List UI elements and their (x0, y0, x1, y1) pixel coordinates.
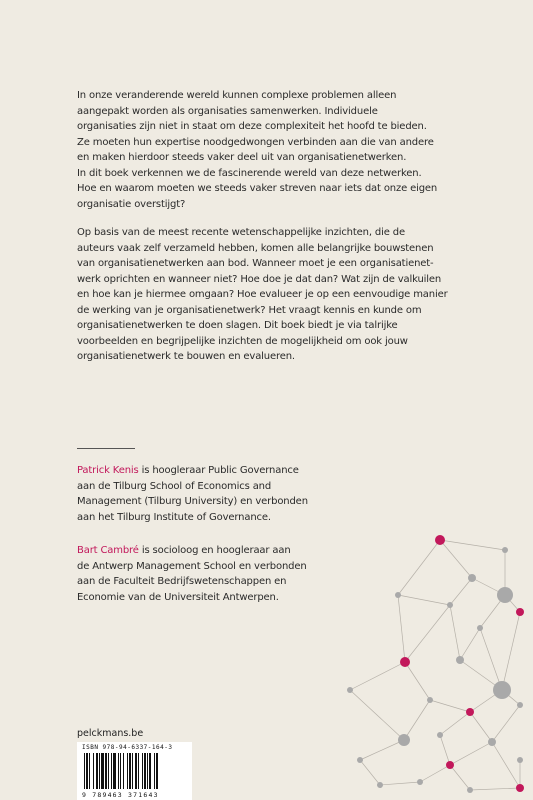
network-edge (492, 742, 520, 788)
network-node (516, 784, 524, 792)
network-node (427, 697, 433, 703)
network-node (395, 592, 401, 598)
network-edge (450, 742, 492, 765)
network-node (467, 787, 473, 793)
network-edge (502, 612, 520, 690)
network-edge (460, 628, 480, 660)
network-node (466, 708, 474, 716)
bio-line: aan de Tilburg School of Economics and (77, 480, 272, 492)
network-node (400, 657, 410, 667)
blurb-line: Hoe en waarom moeten we steeds vaker streven naar iets dat onze eigen (77, 183, 438, 194)
network-node (488, 738, 496, 746)
bio-line: Management (Tilburg University) en verbonden (77, 496, 308, 507)
network-node (347, 687, 353, 693)
barcode-bar (138, 753, 139, 789)
network-edge (380, 782, 420, 785)
network-edge (470, 712, 492, 742)
network-edge (450, 765, 470, 790)
network-node (398, 734, 410, 746)
blurb-line: van organisatienetwerken aan bod. Wanneer moet je een organisatienet- (77, 258, 434, 269)
barcode-bar (105, 753, 107, 789)
network-edge (480, 628, 502, 690)
network-node (477, 625, 483, 631)
barcode-bar (144, 753, 146, 789)
blurb-line: en maken hierdoor steeds vaker deel uit van organisatienetwerken. (77, 152, 407, 163)
blurb-line: organisatienetwerken te doen slagen. Dit boek biedt je via talrijke (77, 320, 398, 331)
network-node (417, 779, 423, 785)
barcode-bar (132, 753, 133, 789)
barcode-bar (149, 753, 151, 789)
network-edge (440, 735, 450, 765)
network-node (377, 782, 383, 788)
barcode-bar (147, 753, 148, 789)
barcode-bar (93, 753, 94, 789)
blurb-line: en hoe kan je hiermee omgaan? Hoe evalueer je op een eenvoudige manier (77, 289, 448, 300)
network-node (357, 757, 363, 763)
network-edge (450, 578, 472, 605)
network-edge (430, 700, 470, 712)
barcode-bar (99, 753, 100, 789)
network-edge (450, 605, 460, 660)
blurb-line: de werking van je organisatienetwerk? Het vraagt kennis en kunde om (77, 304, 422, 316)
network-node (516, 608, 524, 616)
barcode-bar (118, 753, 119, 789)
network-node (493, 681, 511, 699)
barcode-bar (101, 753, 104, 789)
barcode-bar (154, 753, 155, 789)
network-edge (492, 705, 520, 742)
barcode-bar (142, 753, 143, 789)
bio-line: aan het Tilburg Institute of Governance. (77, 511, 271, 523)
network-node (468, 574, 476, 582)
network-edge (470, 788, 520, 790)
blurb-line: organisaties zijn niet in staat om deze complexiteit het hoofd te bieden. (77, 121, 427, 132)
barcode-bar (89, 753, 90, 789)
isbn-digits: 9 789463 371643 (82, 791, 159, 799)
network-node (517, 702, 523, 708)
barcode-bar (108, 753, 109, 789)
blurb-line: organisatienetwerk te bouwen en evalueren. (77, 351, 295, 362)
network-edge (360, 760, 380, 785)
blurb-line: Ze moeten hun expertise noodgedwongen verbinden aan die van andere (77, 136, 434, 148)
network-edge (420, 765, 450, 782)
network-node (435, 535, 445, 545)
barcode-bars (84, 753, 184, 789)
barcode-bar (113, 753, 116, 789)
network-node (502, 547, 508, 553)
barcode-bar (111, 753, 112, 789)
network-node (447, 602, 453, 608)
author-name: Bart Cambré (77, 545, 139, 556)
bio-line: de Antwerp Management School en verbonden (77, 560, 307, 572)
barcode-bar (156, 753, 158, 789)
blurb-line: organisatie overstijgt? (77, 198, 186, 210)
network-node (497, 587, 513, 603)
network-edge (350, 690, 404, 740)
isbn-label: ISBN 978-94-6337-164-3 (82, 744, 173, 751)
publisher-url: pelckmans.be (77, 728, 144, 739)
network-edge (398, 595, 405, 662)
blurb-line: voorbeelden en begrijpelijke inzichten de mogelijkheid om ook jouw (77, 335, 408, 347)
barcode-bar (86, 753, 88, 789)
barcode-bar (129, 753, 131, 789)
network-edge (405, 605, 450, 662)
network-edge (360, 740, 404, 760)
blurb-line: werk oprichten en wanneer niet? Hoe doe je dat dan? Wat zijn de valkuilen (77, 273, 442, 285)
bio-line: is hoogleraar Public Governance (138, 465, 299, 476)
network-edge (404, 700, 430, 740)
isbn-barcode (77, 742, 192, 800)
network-edge (398, 595, 450, 605)
network-edge (440, 540, 505, 550)
blurb-line: In onze veranderende wereld kunnen complexe problemen alleen (77, 90, 397, 101)
network-node (446, 761, 454, 769)
author-name: Patrick Kenis (77, 465, 139, 476)
bio-line: Economie van de Universiteit Antwerpen. (77, 591, 279, 603)
barcode-bar (123, 753, 124, 789)
blurb-line: In dit boek verkennen we de fascinerende wereld van deze netwerken. (77, 167, 422, 179)
barcode-bar (120, 753, 121, 789)
network-node (437, 732, 443, 738)
network-node (456, 656, 464, 664)
bio-line: aan de Faculteit Bedrijfswetenschappen en (77, 576, 287, 587)
bio-line: is socioloog en hoogleraar aan (138, 545, 291, 556)
network-node (517, 757, 523, 763)
network-edge (440, 712, 470, 735)
blurb-line: Op basis van de meest recente wetenschappelijke inzichten, die de (77, 227, 405, 238)
network-edge (350, 662, 405, 690)
barcode-bar (135, 753, 137, 789)
network-edge (405, 662, 430, 700)
barcode-bar (84, 753, 85, 789)
blurb-line: aangepakt worden als organisaties samenwerken. Individuele (77, 105, 378, 117)
network-edge (398, 540, 440, 595)
network-edge (440, 540, 472, 578)
barcode-bar (127, 753, 128, 789)
blurb-line: auteurs vaak zelf verzameld hebben, komen alle belangrijke bouwstenen (77, 242, 434, 254)
barcode-bar (96, 753, 98, 789)
